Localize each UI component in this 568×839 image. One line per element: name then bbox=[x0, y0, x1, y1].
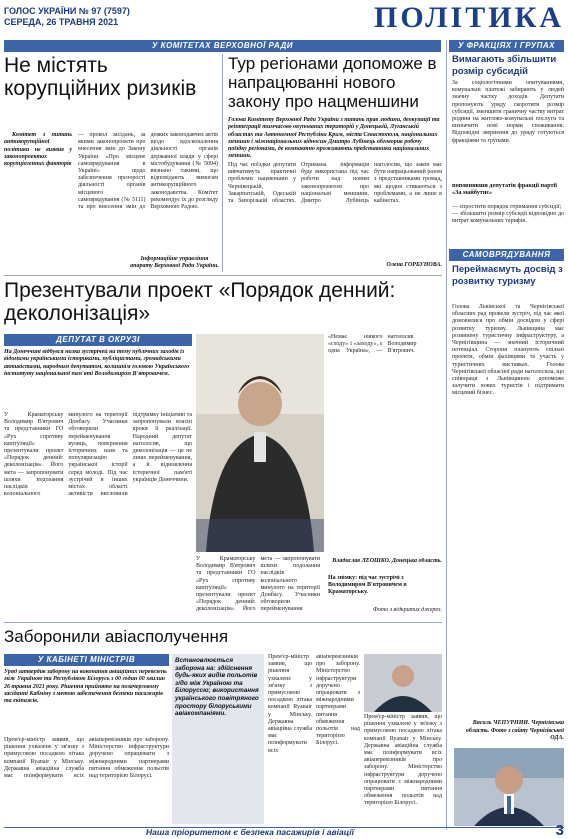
factions-bar: У ФРАКЦІЯХ І ГРУПАХ bbox=[449, 40, 564, 52]
divider bbox=[4, 275, 442, 276]
article-3-continued: У Краматорську Володимир В'ятрович та представники ГО «Рух спротиву капітуляції» презентували проект «Порядок денний: деколонізація». Його мета — запропонувати шляхи подолання наслідків колоніального минулого на території Донбасу. Учасники обговорили перейменування bbox=[196, 556, 320, 613]
header-info bbox=[4, 6, 130, 28]
section-title: ПОЛІТИКА bbox=[374, 1, 564, 34]
article-4-title: Заборонили авіасполучення bbox=[4, 627, 229, 646]
page-number: 3 bbox=[555, 822, 564, 839]
sidebar-text: За соціологічними опитуваннями, комунальні платежі забирають у людей значну частку доходів. Депутати пропонують уряду скоротити розмір субсидії, зменшити граничну частку витрат родини на житлово-комунальні послуги та визначити нові норми споживання. Відповідні звернення до уряду готуються фракціями та групами. bbox=[452, 80, 564, 144]
speaker-photo bbox=[196, 334, 324, 552]
article-4-callout bbox=[172, 654, 264, 824]
article-4-continued: Прем'єр-міністр заявив, що рішення ухвалене у зв'язку з примусовою посадкою літака компанії Ryanair у Мінську. Державна авіаційна служба має поінформувати всіх авіаперевізників про заборону. Міністерство інфраструктури доручено опрацювати з міжнародними партнерами питання обмеження польотів над територією Білорусі. bbox=[268, 654, 360, 754]
sidebar-title: Вимагають збільшити розмір субсидій bbox=[452, 54, 557, 77]
article-3-lede: На Донеччині відбувся низка зустрічей на тему публічних заходів із відомими українськими істориками, публіцистами, громадськими активістами, народним депутатом, колишнім головою Українського інституту національної пам'яті Володимиром В'ятровичем. bbox=[4, 349, 190, 377]
article-5-text: Голова Львівської та Чернігівської обласних рад провели зустріч, під час якої домовилися про обмін досвідом у сфері розвитку туризму. Львівщина має розвинену туристичну інфраструктуру, а Чернігівщина — значний історичний потенціал. Сторони планують спільні проекти, обмін фахівцями та участь у туристичних виставках. Голова Чернігівської обласної ради наголосила, що співпраця з Львівщиною допоможе залучити нових туристів і підтримати місцевий бізнес. bbox=[452, 304, 564, 397]
article-5-credit: Василь ЧЕПУРНИЙ. Чернігівська область. Фото з сайту Чернігівської ОДА. bbox=[465, 720, 564, 741]
article-5-title: Переймаємуть досвід з розвитку туризму bbox=[452, 264, 563, 287]
self-government-bar: САМОВРЯДУВАННЯ bbox=[449, 249, 564, 261]
cabinet-bar: У КАБІНЕТІ МІНІСТРІВ bbox=[4, 654, 169, 666]
sidebar-highlight: поповнивши депутатів фракції партії «За майбутнє» bbox=[452, 182, 557, 197]
article-3-text: У Краматорську Володимир В'ятрович та представники ГО «Рух спротиву капітуляції» презентували проект «Порядок денний: деколонізація». Його мета — запропонувати шляхи подолання наслідків колоніального минулого на території Донбасу. Учасники обговорили перейменування вулиць, повернення історичних назв та популяризацію української історії серед молоді. Під час зустрічей в інших містах області активісти висловили підтримку ініціативі та запропонували власні кроки її реалізації. Народний депутат наголосив, що деколонізація — це не лише перейменування, а й відновлення історичної пам'яті українців Донеччини. bbox=[4, 412, 192, 498]
sidebar-list bbox=[452, 204, 564, 242]
article-1-title: Не містять корупційних ризиків bbox=[4, 54, 197, 100]
article-2-lede: Голова Комітету Верховної Ради України з питань прав людини, деокупації та реінтеграції тимчасово окупованих територій у Донецькій, Луганській областях та Автономної Республіки Крим, міста Севастополя, національних меншин і міжнаціональних відносин Дмитро Лубінець обговорив робочу поїздку регіонами, де компактно проживають представники національних меншин. bbox=[228, 117, 440, 159]
official-photo bbox=[454, 748, 564, 826]
article-1-lede: Комітет з питань антикорупційної політики не виявив у законопроектах корупціогенних факторів bbox=[4, 132, 72, 168]
okrug-bar: ДЕПУТАТ В ОКРУЗІ bbox=[4, 334, 192, 346]
article-4-lede: Уряд затвердив заборону на виконання авіаційних перевезень між Україною та Республікою Білорусь з 00 годин 00 хвилин 26 травня 2021 року. Рішення прийнято на позачерговому засіданні Кабміну з метою забезпечення безпеки пасажирів та екіпажів. bbox=[4, 669, 167, 705]
article-2-author: Олена ГОРБУНОВА. bbox=[386, 262, 442, 268]
article-2-title: Тур регіонами допоможе в напрацюванні нового закону про нацменшини bbox=[228, 54, 437, 111]
callout-text: Встановлюється заборона на: здійснення будь-яких видів польотів з/до між Україною та Білоруссю; використання українського повітряного простору білоруськими авіакомпаніями. bbox=[175, 657, 259, 718]
rada-committees-bar: У КОМІТЕТАХ ВЕРХОВНОЇ РАДИ bbox=[4, 40, 441, 52]
divider bbox=[446, 40, 447, 830]
sidebar-item: — спростити порядок отримання субсидії; bbox=[452, 204, 562, 210]
date-line: СЕРЕДА, 26 ТРАВНЯ 2021 bbox=[4, 17, 119, 27]
article-3-caption: На знімку: під час зустрічі з Володимиром В'ятровичем в Краматорську. bbox=[328, 575, 407, 595]
article-1-text: — прокол засідань, за якими законопроекти про внесення змін до Закону України «Про місцеве самоврядування в Україні» щодо забезпечення прозорості діяльності органів місцевого самоврядування (№ 5111) та про внесення змін до деяких законодавчих актів щодо вдосконалення діяльності органів державної влади у сфері містобудування (№ 5094) визнано такими, що відповідають вимогам антикорупційного законодавства. Комітет рекомендує їх до розгляду Верховною Радою. bbox=[78, 132, 218, 211]
article-4-text: Прем'єр-міністр заявив, що рішення ухвалене у зв'язку з примусовою посадкою літака компанії Ryanair у Мінську. Державна авіаційна служба має поінформувати всіх авіаперевізників про заборону. Міністерство інфраструктури доручено опрацювати з міжнародними партнерами питання обмеження польотів над територією Білорусі. bbox=[4, 737, 169, 780]
article-1-body bbox=[4, 132, 219, 266]
footer-text: Наша пріоритетом є безпека пасажирів і авіації bbox=[146, 827, 354, 837]
article-1-note: Інформаційне управління апарату Верховної Ради України. bbox=[130, 256, 219, 269]
issue-line: ГОЛОС УКРАЇНИ № 97 (7597) bbox=[4, 6, 130, 16]
divider bbox=[4, 622, 442, 623]
minister-photo bbox=[364, 654, 442, 712]
divider bbox=[222, 54, 223, 272]
article-3-photo-credit: Фото з відкритих джерел. bbox=[373, 607, 442, 613]
article-3-title: Презентували проект «Порядок денний: деколонізація» bbox=[4, 279, 396, 325]
article-3-quote: «Немає ніякого «сходу» і «заходу», є одна Україна», — наголосив Володимир В'ятрович. bbox=[328, 334, 417, 355]
article-3-author: Владислав ЛЕОШКО. Донецька область. bbox=[332, 558, 442, 564]
sidebar-item: — збільшити розмір субсидії відповідно до витрат комунальних тарифів. bbox=[452, 211, 564, 225]
article-4-tail: Прем'єр-міністр заявив, що рішення ухвалене у зв'язку з примусовою посадкою літака компанії Ryanair у Мінську. Державна авіаційна служба має поінформувати всіх авіаперевізників про заборону. Міністерство інфраструктури доручено опрацювати з міжнародними партнерами питання обмеження польотів над територією Білорусі. bbox=[364, 714, 442, 807]
article-2-text: Під час поїздки депутати вивчатимуть практичні проблеми нацменшин у Чернівецькій, Закарпатській, Одеській та Запорізькій областях. Отримана інформація буде використана під час роботи над новим законопроектом про національні меншини. Дмитро Лубінець наголосив, що закон має бути напрацьований разом з представниками громад, які щодня стикаються з проблемами, а не лише в кабінетах. bbox=[228, 162, 442, 205]
